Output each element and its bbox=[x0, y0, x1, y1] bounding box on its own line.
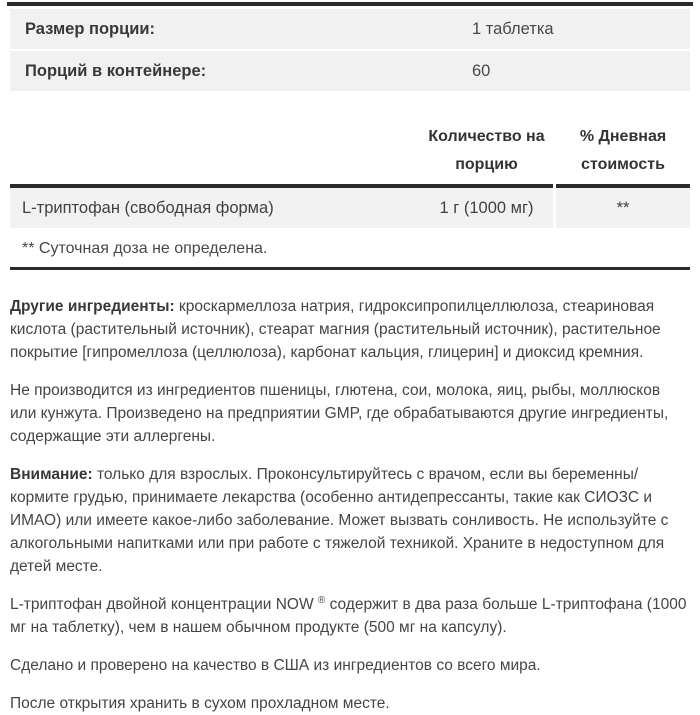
facts-table-header bbox=[10, 91, 690, 184]
daily-value-footnote: ** Суточная доза не определена. bbox=[10, 230, 690, 270]
made-in-usa-text: Сделано и проверено на качество в США из ингредиентов со всего мира. bbox=[10, 657, 541, 674]
serving-size-label: Размер порции: bbox=[25, 19, 156, 38]
serving-size-row bbox=[10, 9, 690, 49]
storage-text: После открытия хранить в сухом прохладном месте. bbox=[10, 695, 390, 712]
serving-size-value: 1 таблетка bbox=[472, 19, 554, 38]
panel-inner bbox=[7, 6, 693, 270]
product-description-before-mark: L-триптофан двойной концентрации NOW bbox=[10, 596, 318, 613]
paragraph-caution bbox=[10, 463, 690, 578]
servings-per-container-value: 60 bbox=[472, 61, 491, 80]
ingredient-daily-value: ** bbox=[556, 184, 690, 228]
paragraph-other-ingredients bbox=[10, 295, 690, 364]
registered-trademark-symbol: ® bbox=[317, 594, 326, 606]
ingredient-row bbox=[10, 184, 690, 228]
supplement-facts-panel bbox=[7, 2, 693, 270]
ingredient-amount: 1 г (1000 мг) bbox=[439, 198, 534, 217]
paragraph-allergen-statement bbox=[10, 379, 690, 448]
description-paragraphs bbox=[10, 295, 690, 715]
other-ingredients-text: кроскармеллоза натрия, гидроксипропилцеллюлоза, стеариновая кислота (растительный источник), стеарат магния (растительный источник), растительное покрытие [гипромеллоза (целлюлоза), карбонат кальция, глицерин] и диоксид кремния. bbox=[10, 298, 661, 361]
daily-value-header: % Дневная стоимость bbox=[579, 128, 667, 173]
ingredient-row-left bbox=[10, 184, 553, 228]
caution-text: только для взрослых. Проконсультируйтесь с врачом, если вы беременны/кормите грудью, принимаете лекарства (особенно антидепрессанты, такие как СИОЗС и ИМАО) или имеете какое-либо заболевание. Может вызвать сонливость. Не используйте с алкогольными напитками или при работе с тяжелой техникой. Храните в недоступном для детей месте. bbox=[10, 466, 669, 575]
allergen-statement-text: Не производится из ингредиентов пшеницы, глютена, сои, молока, яиц, рыбы, моллюсков или кунжута. Произведено на предприятии GMP, где обрабатываются другие ингредиенты, содержащие эти аллергены. bbox=[10, 382, 669, 445]
ingredient-name: L-триптофан (свободная форма) bbox=[22, 198, 274, 217]
servings-per-container-label: Порций в контейнере: bbox=[25, 61, 207, 80]
other-ingredients-bold-label: Другие ингредиенты: bbox=[10, 298, 175, 315]
product-description-after-mark: содержит в два раза больше L-триптофана (1000 мг на таблетку), чем в нашем обычном продукте (500 мг на капсулу). bbox=[10, 596, 687, 636]
supplement-facts-page bbox=[0, 2, 700, 712]
caution-bold-label: Внимание: bbox=[10, 466, 93, 483]
amount-per-serving-header: Количество на порцию bbox=[428, 128, 545, 173]
paragraph-made-in-usa bbox=[10, 654, 690, 677]
paragraph-product-description bbox=[10, 593, 690, 639]
paragraph-storage bbox=[10, 692, 690, 715]
servings-per-container-row bbox=[10, 51, 690, 91]
